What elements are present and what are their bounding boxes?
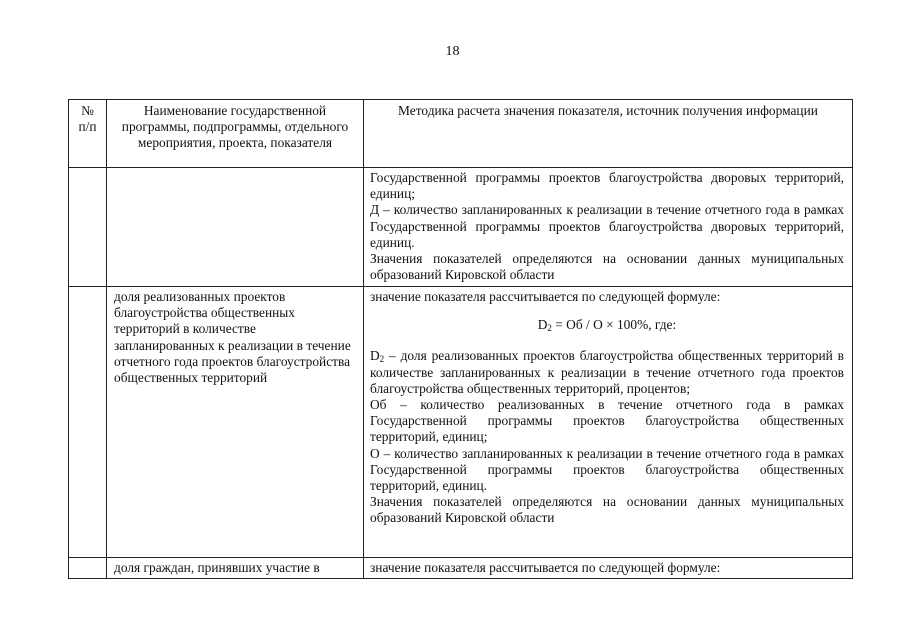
table-row xyxy=(69,558,853,579)
d2-text: – доля реализованных проектов благоустройства общественных территорий в количестве запланированных к реализации в течение отчетного года проектов благоустройства общественных территорий, процентов; xyxy=(370,348,844,396)
row1-method-p3: Значения показателей определяются на основании данных муниципальных образований Кировской области xyxy=(370,251,844,283)
row2-method-cell xyxy=(364,287,853,558)
header-method: Методика расчета значения показателя, источник получения информации xyxy=(398,103,818,118)
row1-method-cell xyxy=(364,168,853,287)
header-num: № п/п xyxy=(78,103,97,135)
page-number: 18 xyxy=(445,44,460,59)
formula-rest: = Об / О × 100%, где: xyxy=(551,317,677,333)
row3-method: значение показателя рассчитывается по следующей формуле: xyxy=(370,560,721,575)
table-header-row xyxy=(69,100,853,168)
row2-name-cell xyxy=(107,287,364,558)
indicator-methodology-table xyxy=(68,99,853,579)
row2-method-intro: значение показателя рассчитывается по следующей формуле: xyxy=(370,289,721,304)
formula-sub: 2 xyxy=(547,323,552,334)
row1-num-cell xyxy=(69,168,107,287)
row2-num-cell xyxy=(69,287,107,558)
row2-d2-def xyxy=(370,348,844,397)
row2-ob-def: Об – количество реализованных в течение отчетного года в рамках Государственной программы проектов благоустройства общественных территорий, единиц; xyxy=(370,397,844,445)
row1-method xyxy=(364,168,852,285)
formula-var: D xyxy=(537,317,548,333)
d2-sub: 2 xyxy=(379,354,385,365)
header-name: Наименование государственной программы, подпрограммы, отдельного мероприятия, проекта, показателя xyxy=(121,103,349,151)
row2-source: Значения показателей определяются на основании данных муниципальных образований Кировской области xyxy=(370,494,844,526)
row2-o-def: О – количество запланированных к реализации в течение отчетного года в рамках Государственной программы проектов благоустройства общественных территорий, единиц. xyxy=(370,445,844,494)
table-row xyxy=(69,168,853,287)
row1-method-p2: Д – количество запланированных к реализации в течение отчетного года в рамках Государственной программы проектов благоустройства дворовых территорий, единиц. xyxy=(370,202,844,250)
header-num-cell xyxy=(69,100,107,168)
row1-method-p1: Государственной программы проектов благоустройства дворовых территорий, единиц; xyxy=(370,170,844,202)
row1-name-cell xyxy=(107,168,364,287)
table-row xyxy=(69,287,853,558)
header-method-cell xyxy=(364,100,853,168)
header-name-cell xyxy=(107,100,364,168)
row2-method xyxy=(364,287,852,529)
d2-var: D xyxy=(370,348,380,364)
row1-name xyxy=(107,168,363,170)
row3-name-cell xyxy=(107,558,364,579)
row2-formula xyxy=(370,317,844,333)
row3-name: доля граждан, принявших участие в xyxy=(114,560,320,575)
row3-method-cell xyxy=(364,558,853,579)
row2-name: доля реализованных проектов благоустройства общественных территорий в количестве запланированных к реализации в течение отчетного года проектов благоустройства общественных территорий xyxy=(114,289,351,386)
row3-num-cell xyxy=(69,558,107,579)
